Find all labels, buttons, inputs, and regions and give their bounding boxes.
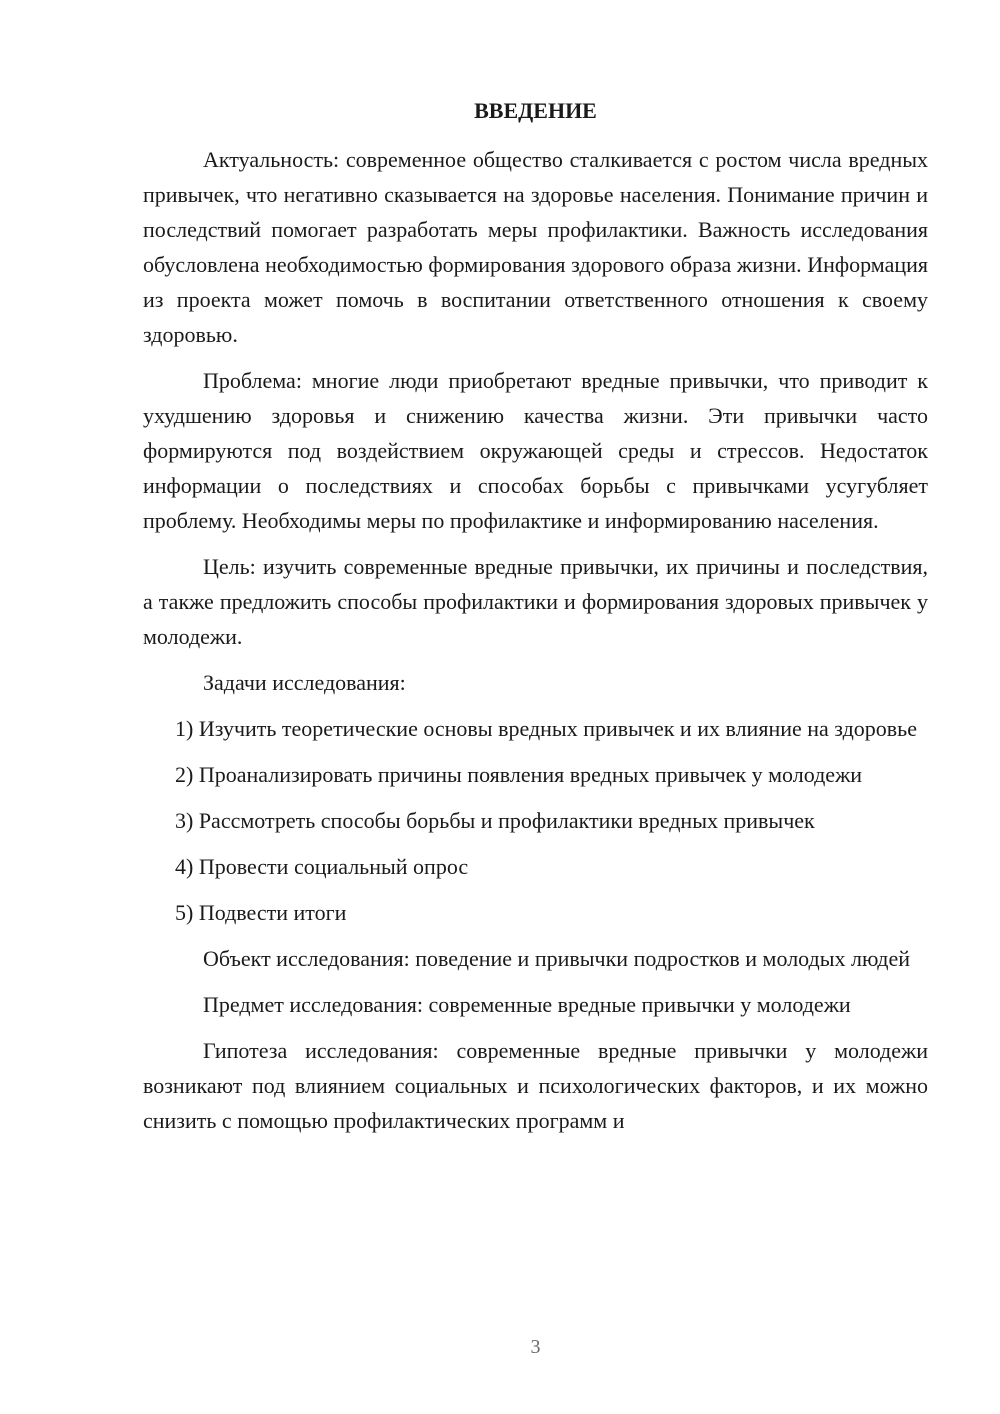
paragraph-goal: Цель: изучить современные вредные привычки, их причины и последствия, а также предложить способы профилактики и формирования здоровых привычек у молодежи. (143, 554, 928, 649)
section-title: ВВЕДЕНИЕ (474, 98, 597, 123)
task-item-2: 2) Проанализировать причины появления вредных привычек у молодежи (175, 762, 863, 787)
paragraph-problem: Проблема: многие люди приобретают вредные привычки, что приводит к ухудшению здоровья и снижению качества жизни. Эти привычки часто формируются под воздействием окружающей среды и стрессов. Недостаток информации о последствиях и способах борьбы с привычками усугубляет проблему. Необходимы меры по профилактике и информированию населения. (143, 368, 928, 533)
paragraph-hypothesis: Гипотеза исследования: современные вредные привычки у молодежи возникают под влиянием социальных и психологических факторов, и их можно снизить с помощью профилактических программ и (143, 1038, 928, 1133)
task-item-4: 4) Провести социальный опрос (175, 854, 469, 879)
document-page (143, 0, 928, 1414)
task-item-1: 1) Изучить теоретические основы вредных привычек и их влияние на здоровье (175, 716, 917, 741)
task-item-5: 5) Подвести итоги (175, 900, 347, 925)
paragraph-relevance: Актуальность: современное общество сталкивается с ростом числа вредных привычек, что негативно сказывается на здоровье населения. Понимание причин и последствий помогает разработать меры профилактики. Важность исследования обусловлена необходимостью формирования здорового образа жизни. Информация из проекта может помочь в воспитании ответственного отношения к своему здоровью. (143, 147, 928, 347)
paragraph-subject: Предмет исследования: современные вредные привычки у молодежи (203, 992, 851, 1017)
paragraph-tasks-heading: Задачи исследования: (203, 670, 406, 695)
paragraph-object: Объект исследования: поведение и привычки подростков и молодых людей (203, 946, 911, 971)
task-item-3: 3) Рассмотреть способы борьбы и профилактики вредных привычек (175, 808, 815, 833)
page-number: 3 (530, 1336, 541, 1358)
body-text (143, 142, 928, 1149)
